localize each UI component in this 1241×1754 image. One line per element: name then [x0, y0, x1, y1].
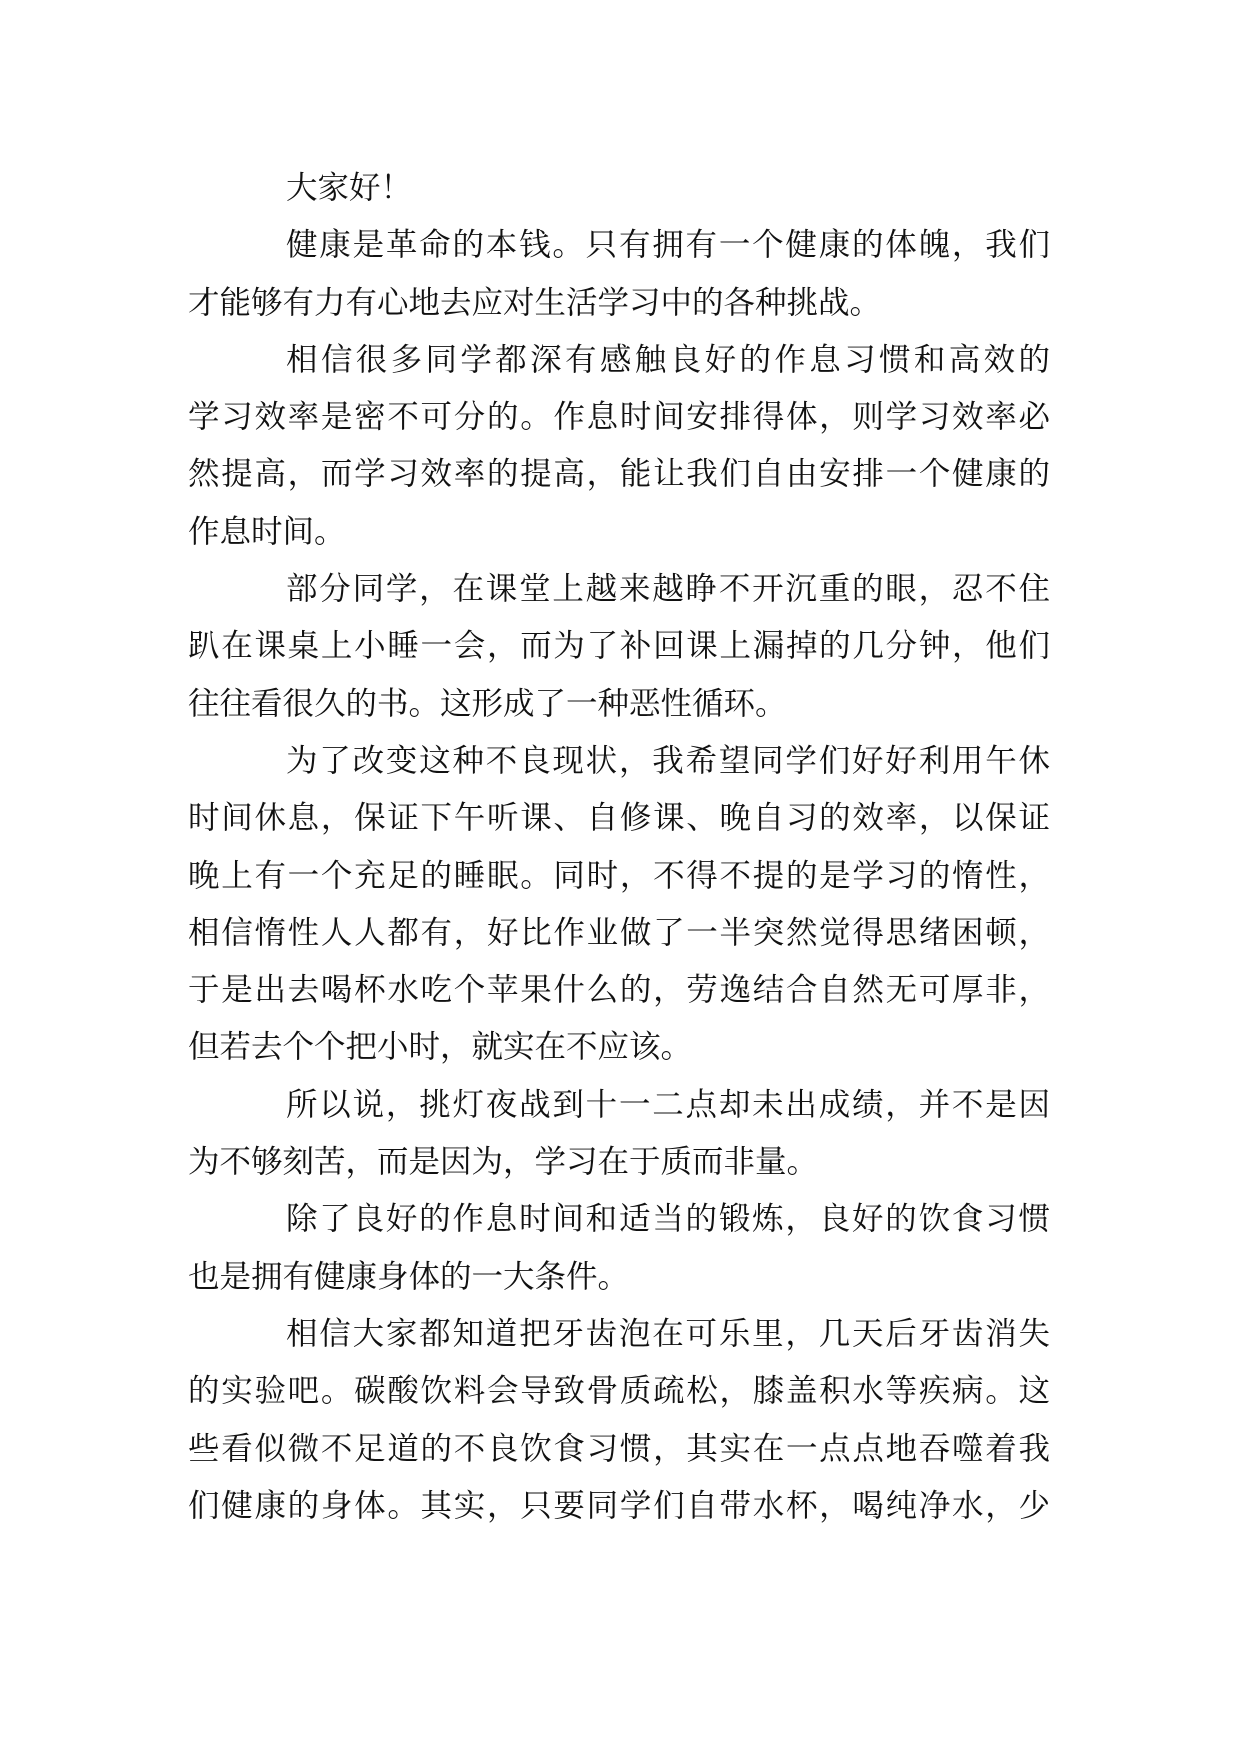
document-body — [188, 160, 1050, 1535]
text-line: 于是出去喝杯水吃个苹果什么的，劳逸结合自然无可厚非， — [188, 972, 1050, 1009]
text-line: 但若去个个把小时，就实在不应该。 — [188, 1029, 693, 1066]
text-line: 些看似微不足道的不良饮食习惯，其实在一点点地吞噬着我 — [188, 1430, 1050, 1467]
text-line: 健康是革命的本钱。只有拥有一个健康的体魄，我们 — [286, 227, 1050, 264]
text-line: 们健康的身体。其实，只要同学们自带水杯，喝纯净水，少 — [188, 1487, 1050, 1524]
text-line: 相信惰性人人都有，好比作业做了一半突然觉得思绪困顿， — [188, 914, 1050, 951]
paragraph — [188, 733, 1050, 1077]
text-line: 的实验吧。碳酸饮料会导致骨质疏松，膝盖积水等疾病。这 — [188, 1373, 1050, 1410]
text-line: 趴在课桌上小睡一会，而为了补回课上漏掉的几分钟，他们 — [188, 628, 1050, 665]
text-line: 然提高，而学习效率的提高，能让我们自由安排一个健康的 — [188, 456, 1050, 493]
text-line: 为了改变这种不良现状，我希望同学们好好利用午休 — [286, 742, 1050, 779]
paragraph — [188, 332, 1050, 561]
text-line: 相信大家都知道把牙齿泡在可乐里，几天后牙齿消失 — [286, 1315, 1050, 1352]
text-line: 时间休息，保证下午听课、自修课、晚自习的效率，以保证 — [188, 800, 1050, 837]
text-line: 也是拥有健康身体的一大条件。 — [188, 1258, 630, 1295]
text-line: 往往看很久的书。这形成了一种恶性循环。 — [188, 685, 787, 722]
paragraph — [188, 1077, 1050, 1192]
text-line: 部分同学，在课堂上越来越睁不开沉重的眼，忍不住 — [286, 571, 1050, 608]
text-line: 为不够刻苦，而是因为，学习在于质而非量。 — [188, 1144, 819, 1181]
text-line: 学习效率是密不可分的。作息时间安排得体，则学习效率必 — [188, 399, 1050, 436]
text-line: 所以说，挑灯夜战到十一二点却未出成绩，并不是因 — [286, 1086, 1050, 1123]
text-line: 相信很多同学都深有感触良好的作息习惯和高效的 — [286, 341, 1050, 378]
paragraph — [188, 561, 1050, 733]
text-line: 除了良好的作息时间和适当的锻炼，良好的饮食习惯 — [286, 1201, 1050, 1238]
paragraph — [188, 1191, 1050, 1306]
text-line: 作息时间。 — [188, 513, 346, 550]
text-line: 大家好！ — [286, 170, 413, 206]
paragraph — [188, 160, 1050, 217]
text-line: 晚上有一个充足的睡眠。同时，不得不提的是学习的惰性， — [188, 857, 1050, 894]
text-line: 才能够有力有心地去应对生活学习中的各种挑战。 — [188, 284, 882, 321]
paragraph — [188, 217, 1050, 332]
paragraph — [188, 1306, 1050, 1535]
